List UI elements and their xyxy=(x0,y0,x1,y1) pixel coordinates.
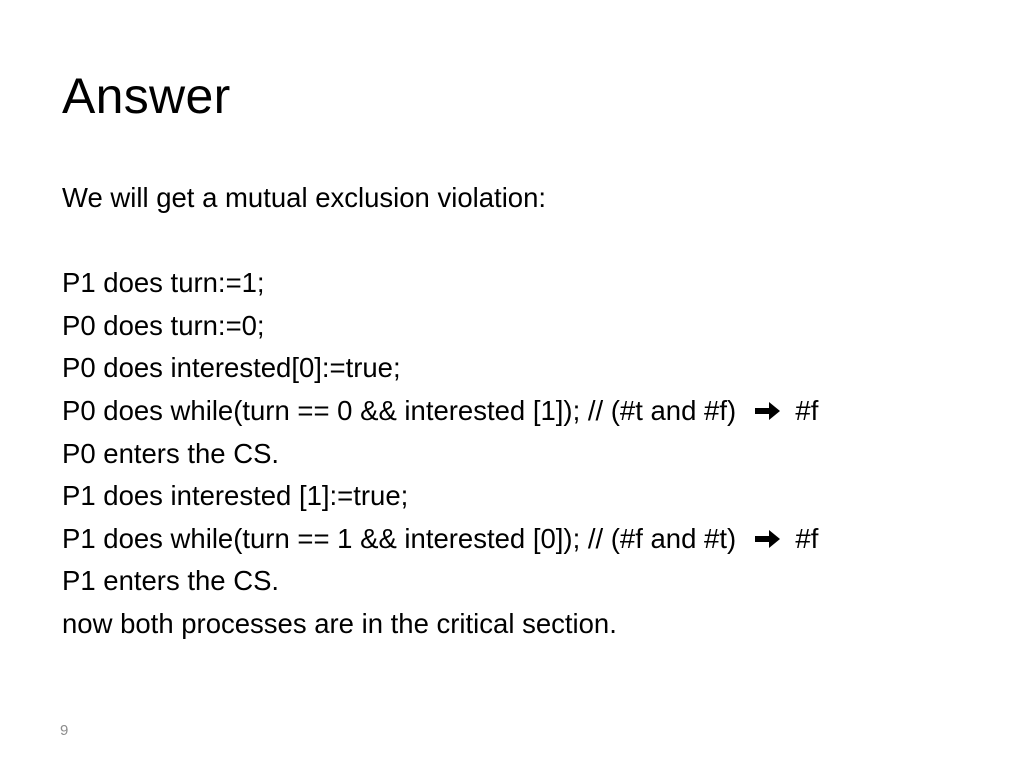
right-arrow-icon xyxy=(744,397,788,425)
step-line xyxy=(62,603,1002,646)
step-text: P1 enters the CS. xyxy=(62,565,280,597)
intro-text: We will get a mutual exclusion violation: xyxy=(62,182,547,213)
step-line xyxy=(62,560,1002,603)
slide-title: Answer xyxy=(62,68,231,124)
step-text: P0 does turn:=0; xyxy=(62,309,265,341)
step-text: P0 does while(turn == 0 && interested [1]); // (#t and #f) xyxy=(62,394,737,426)
slide-body xyxy=(62,177,1002,646)
step-line xyxy=(62,518,1002,561)
step-result: #f xyxy=(795,394,819,426)
right-arrow-icon xyxy=(744,525,788,553)
step-text: P1 does interested [1]:=true; xyxy=(62,480,409,512)
step-line xyxy=(62,390,1002,433)
step-line xyxy=(62,347,1002,390)
step-text: now both processes are in the critical section. xyxy=(62,607,617,639)
step-line xyxy=(62,262,1002,305)
step-text: P1 does turn:=1; xyxy=(62,267,265,299)
blank-line xyxy=(62,220,1002,263)
step-text: P1 does while(turn == 1 && interested [0]); // (#f and #t) xyxy=(62,522,737,554)
step-text: P0 does interested[0]:=true; xyxy=(62,352,401,384)
step-result: #f xyxy=(795,522,819,554)
step-text: P0 enters the CS. xyxy=(62,437,280,469)
step-line xyxy=(62,305,1002,348)
step-line xyxy=(62,433,1002,476)
slide-number: 9 xyxy=(60,722,69,739)
step-line xyxy=(62,475,1002,518)
